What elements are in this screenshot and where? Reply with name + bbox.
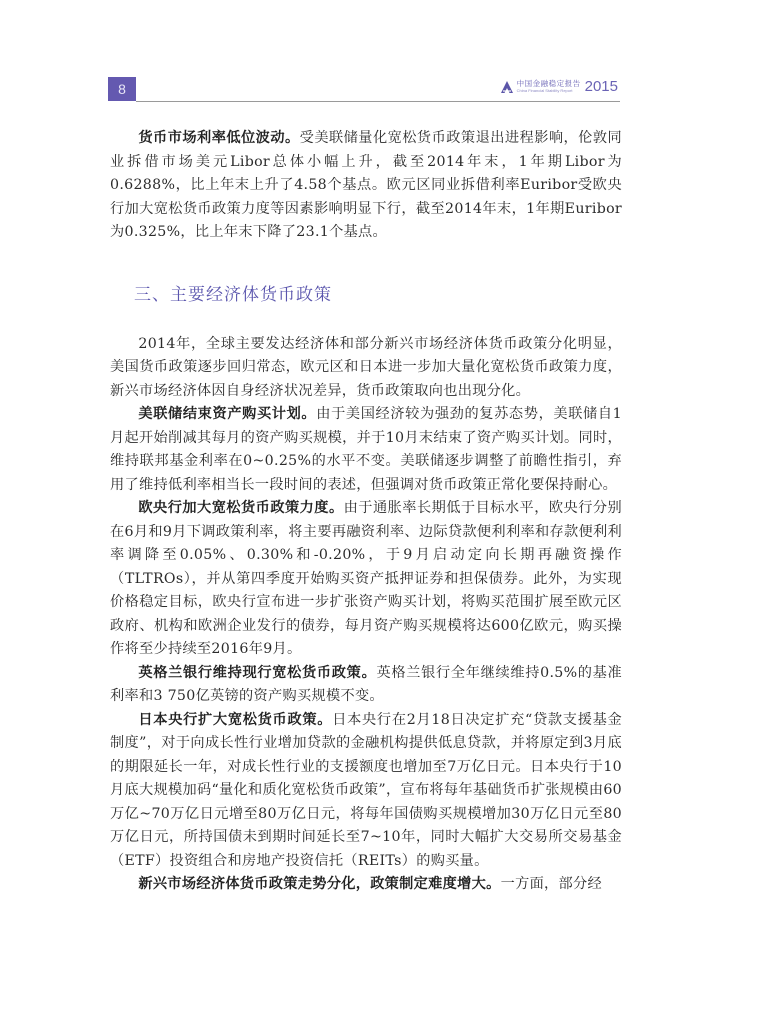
paragraph-text: 由于通胀率长期低于目标水平，欧央行分别在6月和9月下调政策利率，将主要再融资利率、边际贷款便利利率和存款便利利率调降至0.05%、0.30%和-0.20%，于9月启动定向长期再融资操作（TLTROs），并从第四季度开始购买资产抵押证券和担保债券。此外，为实现价格稳定目标，欧央行宣布进一步扩张资产购买计划，将购买范围扩展至欧元区政府、机构和欧洲企业发行的债券，每月资产购买规模将达600亿欧元，购买操作将至少持续至2016年9月。 [110, 500, 623, 657]
paragraph-text: 日本央行在2月18日决定扩充“贷款支援基金制度”，对于向成长性行业增加贷款的金融机构提供低息贷款，并将原定到3月底的期限延长一年，对成长性行业的支援额度也增加至7万亿日元。日本央行于10月底大规模加码“量化和质化宽松货币政策”，宣布将每年基础货币扩张规模由60万亿~70万亿日元增至80万亿日元，将每年国债购买规模增加30万亿日元至80万亿日元，所持国债未到期时间延长至7~10年，同时大幅扩大交易所交易基金（ETF）投资组合和房地产投资信托（REITs）的购买量。 [110, 711, 623, 869]
page-number-badge: 8 [108, 77, 136, 101]
paragraph-text: 受美联储量化宽松货币政策退出进程影响，伦敦同业拆借市场美元Libor总体小幅上升，截至2014年末，1年期Libor为0.6288%，比上年末上升了4.58个基点。欧元区同业拆借利率Euribor受欧央行加大宽松货币政策力度等因素影响明显下行，截至2014年末，1年期Euribor为0.325%，比上年末下降了23.1个基点。 [110, 130, 622, 240]
paragraph-text: 2014年，全球主要发达经济体和部分新兴市场经济体货币政策分化明显，美国货币政策逐步回归常态，欧元区和日本进一步加大量化宽松货币政策力度，新兴市场经济体因自身经济状况差异，货币政策取向也出现分化。 [110, 335, 622, 399]
paragraph-boj [110, 709, 622, 874]
report-logo-icon [500, 80, 514, 94]
paragraph-lead: 英格兰银行维持现行宽松货币政策。 [138, 664, 377, 681]
page-header [108, 77, 620, 103]
paragraph-boe [110, 662, 622, 709]
paragraph-lead: 日本央行扩大宽松货币政策。 [138, 711, 333, 728]
brand-title-en: China Financial Stability Report [516, 87, 573, 93]
header-divider [136, 101, 620, 102]
report-brand [500, 78, 618, 95]
paragraph-text: 一方面，部分经 [500, 876, 603, 892]
paragraph-overview [110, 333, 622, 404]
paragraph-lead: 欧央行加大宽松货币政策力度。 [138, 500, 344, 516]
page-body [110, 127, 622, 897]
paragraph-money-market [110, 127, 622, 245]
paragraph-ecb [110, 497, 622, 662]
paragraph-lead: 美联储结束资产购买计划。 [138, 406, 317, 422]
brand-title-cn: 中国金融稳定报告 [516, 79, 581, 89]
section-heading: 三、主要经济体货币政策 [134, 284, 332, 305]
brand-text [517, 80, 581, 93]
paragraph-fed [110, 403, 622, 497]
brand-year: 2015 [584, 78, 618, 95]
paragraph-lead: 新兴市场经济体货币政策走势分化，政策制定难度增大。 [138, 876, 501, 892]
paragraph-text: 由于美国经济较为强劲的复苏态势，美联储自1月起开始削减其每月的资产购买规模，并于10月末结束了资产购买计划。同时，维持联邦基金利率在0~0.25%的水平不变。美联储逐步调整了前瞻性指引，弃用了维持低利率相当长一段时间的表述，但强调对货币政策正常化要保持耐心。 [110, 406, 622, 493]
paragraph-text: 英格兰银行全年继续维持0.5%的基准利率和3 750亿英镑的资产购买规模不变。 [110, 664, 622, 704]
paragraph-lead: 货币市场利率低位波动。 [138, 130, 300, 146]
paragraph-emerging-markets [110, 873, 622, 897]
